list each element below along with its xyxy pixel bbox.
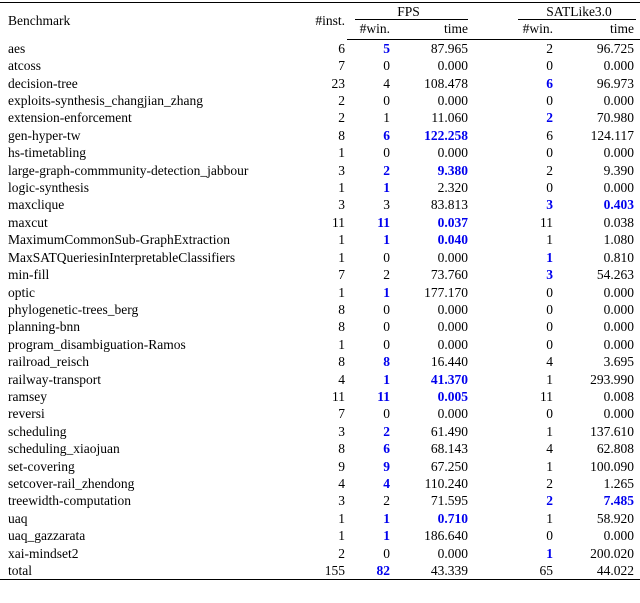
benchmark-cell: set-covering: [8, 458, 75, 474]
sat-time-cell: 124.117: [590, 127, 634, 143]
table-row: [0, 92, 640, 109]
fps-time-cell: 68.143: [430, 441, 468, 457]
col-header-sat-win: #win.: [470, 20, 555, 39]
fps-time-cell: 71.595: [430, 493, 468, 509]
sat-win-cell: 2: [546, 40, 553, 56]
sat-win-cell: 1: [546, 423, 553, 439]
sat-time-cell: 200.020: [590, 545, 634, 561]
sat-win-cell: 0: [546, 301, 553, 317]
col-header-sat-time: time: [555, 20, 640, 39]
fps-time-cell: 87.965: [430, 40, 468, 56]
sat-time-cell: 0.008: [603, 388, 634, 404]
fps-time-cell: 61.490: [430, 423, 468, 439]
fps-win-cell: 4: [383, 75, 390, 91]
table-body: [0, 39, 640, 580]
table-row: [0, 127, 640, 144]
fps-time-cell: 16.440: [430, 354, 468, 370]
fps-win-cell: 5: [383, 40, 390, 56]
benchmark-cell: decision-tree: [8, 75, 78, 91]
fps-win-cell: 11: [377, 388, 390, 404]
fps-time-cell: 110.240: [424, 475, 468, 491]
table-row: [0, 109, 640, 126]
inst-cell: 6: [338, 40, 345, 56]
benchmark-cell: treewidth-computation: [8, 493, 131, 509]
fps-time-cell: 186.640: [424, 528, 468, 544]
inst-cell: 1: [338, 284, 345, 300]
sat-win-cell: 1: [546, 545, 553, 561]
fps-time-cell: 0.000: [437, 145, 468, 161]
inst-cell: 3: [338, 162, 345, 178]
table-row: [0, 562, 640, 580]
fps-win-cell: 2: [383, 493, 390, 509]
table-row: [0, 231, 640, 248]
table-row: [0, 284, 640, 301]
benchmark-cell: maxclique: [8, 197, 65, 213]
sat-time-cell: 44.022: [596, 563, 634, 578]
col-header-benchmark: Benchmark: [8, 13, 71, 29]
fps-win-cell: 6: [383, 441, 390, 457]
sat-time-cell: 0.403: [603, 197, 634, 213]
fps-win-cell: 1: [383, 510, 390, 526]
sat-win-cell: 11: [540, 214, 553, 230]
sat-win-cell: 1: [546, 458, 553, 474]
fps-time-cell: 43.339: [430, 563, 468, 578]
col-header-fps-time: time: [392, 20, 470, 39]
fps-win-cell: 8: [383, 354, 390, 370]
table-row: [0, 545, 640, 562]
fps-win-cell: 0: [383, 145, 390, 161]
sat-time-cell: 58.920: [596, 510, 634, 526]
sat-win-cell: 1: [546, 249, 553, 265]
inst-cell: 2: [338, 545, 345, 561]
table-row: [0, 527, 640, 544]
fps-time-cell: 83.813: [430, 197, 468, 213]
inst-cell: 23: [331, 75, 345, 91]
inst-cell: 8: [338, 301, 345, 317]
col-group-satlike: SATLike3.0: [470, 3, 640, 21]
sat-time-cell: 0.000: [603, 284, 634, 300]
sat-time-cell: 96.973: [596, 75, 634, 91]
inst-cell: 3: [338, 493, 345, 509]
sat-win-cell: 4: [546, 441, 553, 457]
sat-time-cell: 0.000: [603, 319, 634, 335]
sat-time-cell: 0.038: [603, 214, 634, 230]
benchmark-cell: railway-transport: [8, 371, 101, 387]
fps-time-cell: 0.000: [437, 319, 468, 335]
inst-cell: 8: [338, 354, 345, 370]
benchmark-cell: planning-bnn: [8, 319, 80, 335]
inst-cell: 3: [338, 423, 345, 439]
sat-time-cell: 3.695: [603, 354, 634, 370]
fps-time-cell: 0.000: [437, 93, 468, 109]
fps-win-cell: 1: [383, 528, 390, 544]
table-row: [0, 371, 640, 388]
fps-win-cell: 2: [383, 162, 390, 178]
inst-cell: 2: [338, 110, 345, 126]
fps-time-cell: 0.040: [437, 232, 468, 248]
table-row: [0, 196, 640, 213]
inst-cell: 11: [332, 388, 345, 404]
inst-cell: 4: [338, 371, 345, 387]
sat-time-cell: 293.990: [590, 371, 634, 387]
inst-cell: 9: [338, 458, 345, 474]
benchmark-cell: phylogenetic-trees_berg: [8, 301, 139, 317]
benchmark-cell: MaximumCommonSub-GraphExtraction: [8, 232, 230, 248]
benchmark-cell: uaq: [8, 510, 28, 526]
table-row: [0, 39, 640, 57]
sat-time-cell: 70.980: [596, 110, 634, 126]
fps-win-cell: 2: [383, 423, 390, 439]
table-row: [0, 353, 640, 370]
fps-time-cell: 2.320: [437, 180, 468, 196]
sat-win-cell: 1: [546, 371, 553, 387]
benchmark-cell: scheduling_xiaojuan: [8, 441, 120, 457]
sat-time-cell: 0.000: [603, 336, 634, 352]
table-row: [0, 405, 640, 422]
table-row: [0, 423, 640, 440]
inst-cell: 7: [338, 406, 345, 422]
fps-time-cell: 0.710: [437, 510, 468, 526]
benchmark-cell: xai-mindset2: [8, 545, 79, 561]
fps-time-cell: 11.060: [431, 110, 468, 126]
table-row: [0, 249, 640, 266]
fps-time-cell: 9.380: [437, 162, 468, 178]
fps-win-cell: 0: [383, 301, 390, 317]
table-row: [0, 57, 640, 74]
benchmark-cell: railroad_reisch: [8, 354, 89, 370]
benchmark-cell: large-graph-commmunity-detection_jabbour: [8, 162, 249, 178]
table-row: [0, 458, 640, 475]
table-row: [0, 475, 640, 492]
inst-cell: 2: [338, 93, 345, 109]
fps-time-cell: 0.000: [437, 301, 468, 317]
sat-win-cell: 2: [546, 493, 553, 509]
sat-time-cell: 0.810: [603, 249, 634, 265]
sat-time-cell: 0.000: [603, 58, 634, 74]
benchmark-cell: extension-enforcement: [8, 110, 132, 126]
sat-time-cell: 137.610: [590, 423, 634, 439]
table-row: [0, 162, 640, 179]
sat-win-cell: 6: [546, 75, 553, 91]
fps-time-cell: 0.037: [437, 214, 468, 230]
fps-win-cell: 0: [383, 545, 390, 561]
inst-cell: 4: [338, 475, 345, 491]
sat-time-cell: 0.000: [603, 301, 634, 317]
table-row: [0, 214, 640, 231]
fps-win-cell: 1: [383, 110, 390, 126]
fps-time-cell: 73.760: [430, 267, 468, 283]
inst-cell: 8: [338, 319, 345, 335]
sat-win-cell: 1: [546, 232, 553, 248]
benchmark-cell: scheduling: [8, 423, 67, 439]
benchmark-cell: logic-synthesis: [8, 180, 89, 196]
sat-time-cell: 54.263: [596, 267, 634, 283]
fps-win-cell: 9: [383, 458, 390, 474]
sat-win-cell: 0: [546, 528, 553, 544]
inst-cell: 1: [338, 180, 345, 196]
sat-win-cell: 0: [546, 145, 553, 161]
fps-win-cell: 4: [383, 475, 390, 491]
fps-win-cell: 1: [383, 284, 390, 300]
benchmark-cell: reversi: [8, 406, 45, 422]
benchmark-cell: aes: [8, 40, 26, 56]
fps-time-cell: 0.000: [437, 406, 468, 422]
fps-win-cell: 1: [383, 180, 390, 196]
fps-time-cell: 0.000: [437, 58, 468, 74]
table-row: [0, 336, 640, 353]
sat-time-cell: 9.390: [603, 162, 634, 178]
inst-cell: 1: [338, 510, 345, 526]
table-row: [0, 388, 640, 405]
fps-win-cell: 82: [376, 563, 390, 578]
fps-time-cell: 108.478: [424, 75, 468, 91]
inst-cell: 7: [338, 267, 345, 283]
inst-cell: 7: [338, 58, 345, 74]
sat-win-cell: 4: [546, 354, 553, 370]
sat-win-cell: 2: [546, 162, 553, 178]
sat-win-cell: 2: [546, 110, 553, 126]
inst-cell: 1: [338, 232, 345, 248]
fps-time-cell: 0.000: [437, 249, 468, 265]
fps-time-cell: 177.170: [424, 284, 468, 300]
fps-win-cell: 6: [383, 127, 390, 143]
benchmark-cell: hs-timetabling: [8, 145, 86, 161]
table-row: [0, 75, 640, 92]
benchmark-cell: program_disambiguation-Ramos: [8, 336, 186, 352]
sat-win-cell: 0: [546, 406, 553, 422]
sat-time-cell: 62.808: [596, 441, 634, 457]
fps-win-cell: 0: [383, 319, 390, 335]
col-group-fps: FPS: [347, 3, 470, 21]
sat-win-cell: 11: [540, 388, 553, 404]
inst-cell: 1: [338, 249, 345, 265]
benchmark-cell: ramsey: [8, 388, 47, 404]
sat-time-cell: 96.725: [596, 40, 634, 56]
benchmark-cell: min-fill: [8, 267, 50, 283]
sat-win-cell: 1: [546, 510, 553, 526]
table-row: [0, 440, 640, 457]
fps-win-cell: 3: [383, 197, 390, 213]
sat-time-cell: 0.000: [603, 145, 634, 161]
sat-time-cell: 1.080: [603, 232, 634, 248]
sat-time-cell: 100.090: [590, 458, 634, 474]
sat-win-cell: 6: [546, 127, 553, 143]
benchmark-cell: exploits-synthesis_changjian_zhang: [8, 93, 203, 109]
fps-time-cell: 0.000: [437, 336, 468, 352]
sat-win-cell: 0: [546, 319, 553, 335]
benchmark-cell: uaq_gazzarata: [8, 528, 86, 544]
inst-cell: 1: [338, 528, 345, 544]
table-row: [0, 179, 640, 196]
fps-time-cell: 41.370: [430, 371, 468, 387]
inst-cell: 1: [338, 145, 345, 161]
sat-time-cell: 0.000: [603, 406, 634, 422]
sat-time-cell: 0.000: [603, 93, 634, 109]
sat-time-cell: 7.485: [603, 493, 634, 509]
sat-win-cell: 3: [546, 267, 553, 283]
benchmark-cell: maxcut: [8, 214, 48, 230]
inst-cell: 8: [338, 441, 345, 457]
benchmark-cell: total: [8, 563, 32, 578]
inst-cell: 1: [338, 336, 345, 352]
sat-win-cell: 0: [546, 180, 553, 196]
table-row: [0, 318, 640, 335]
table-row: [0, 510, 640, 527]
benchmark-cell: MaxSATQueriesinInterpretableClassifiers: [8, 249, 236, 265]
sat-time-cell: 0.000: [603, 528, 634, 544]
sat-win-cell: 0: [546, 284, 553, 300]
inst-cell: 8: [338, 127, 345, 143]
table-row: [0, 266, 640, 283]
table-row: [0, 144, 640, 161]
inst-cell: 3: [338, 197, 345, 213]
inst-cell: 11: [332, 214, 345, 230]
sat-win-cell: 0: [546, 93, 553, 109]
fps-win-cell: 0: [383, 406, 390, 422]
fps-win-cell: 0: [383, 58, 390, 74]
fps-win-cell: 0: [383, 93, 390, 109]
fps-time-cell: 67.250: [430, 458, 468, 474]
fps-win-cell: 0: [383, 249, 390, 265]
sat-win-cell: 65: [539, 563, 553, 578]
fps-win-cell: 2: [383, 267, 390, 283]
fps-time-cell: 122.258: [424, 127, 468, 143]
sat-time-cell: 0.000: [603, 180, 634, 196]
fps-time-cell: 0.000: [437, 545, 468, 561]
benchmark-cell: setcover-rail_zhendong: [8, 475, 135, 491]
table-row: [0, 492, 640, 509]
fps-win-cell: 11: [377, 214, 390, 230]
sat-win-cell: 0: [546, 336, 553, 352]
benchmark-results-table: [0, 2, 640, 580]
benchmark-cell: optic: [8, 284, 35, 300]
fps-win-cell: 0: [383, 336, 390, 352]
sat-win-cell: 0: [546, 58, 553, 74]
sat-win-cell: 2: [546, 475, 553, 491]
benchmark-cell: atcoss: [8, 58, 41, 74]
benchmark-cell: gen-hyper-tw: [8, 127, 81, 143]
fps-win-cell: 1: [383, 371, 390, 387]
fps-win-cell: 1: [383, 232, 390, 248]
col-header-inst: #inst.: [315, 13, 345, 29]
inst-cell: 155: [324, 563, 345, 578]
sat-win-cell: 3: [546, 197, 553, 213]
col-header-fps-win: #win.: [347, 20, 392, 39]
sat-time-cell: 1.265: [603, 475, 634, 491]
fps-time-cell: 0.005: [437, 388, 468, 404]
table-row: [0, 301, 640, 318]
table-header: [0, 3, 640, 40]
